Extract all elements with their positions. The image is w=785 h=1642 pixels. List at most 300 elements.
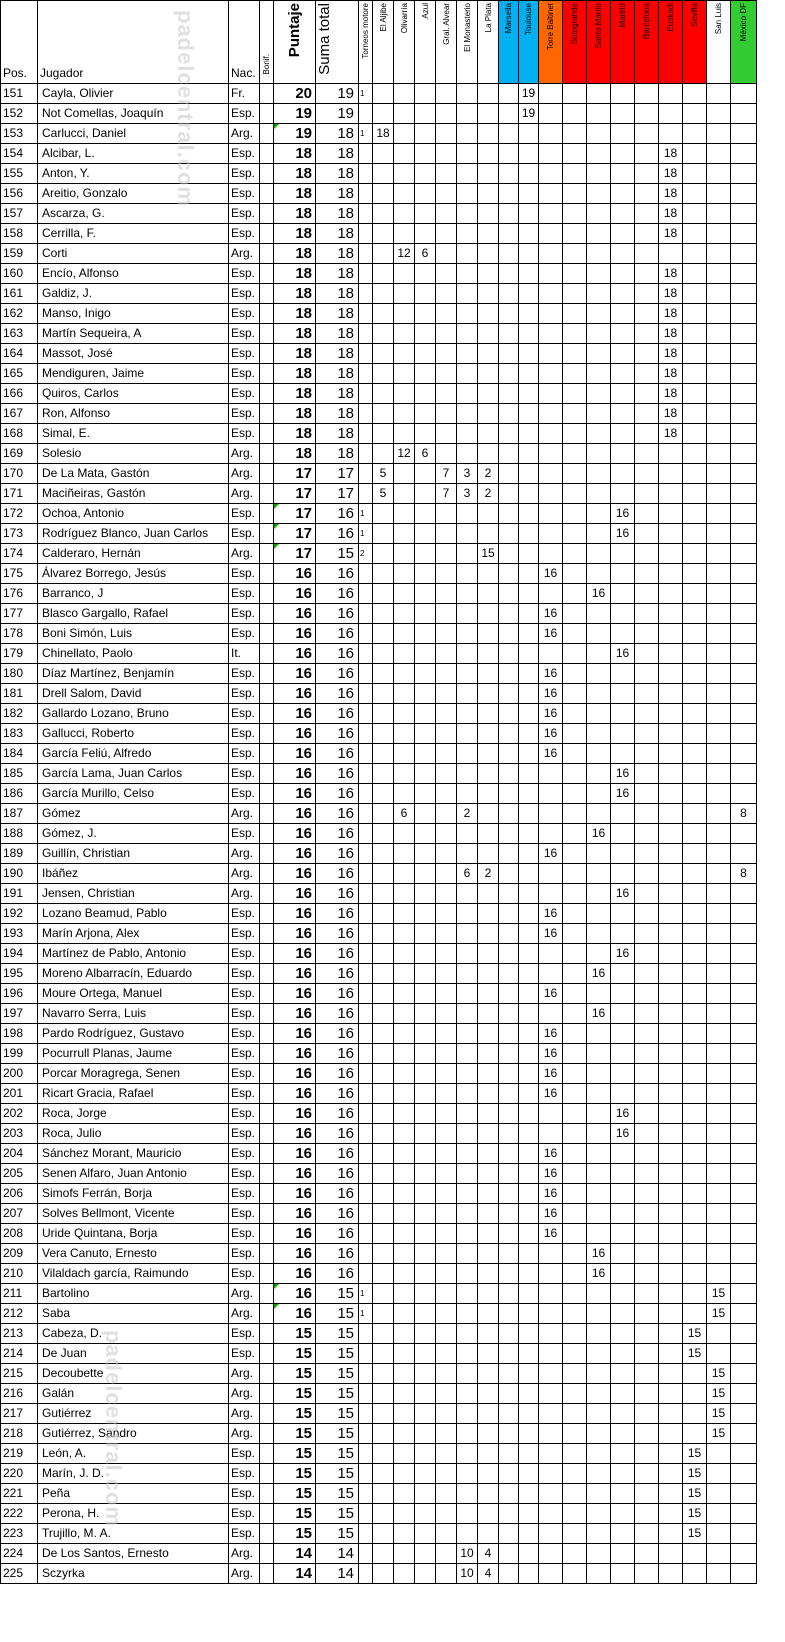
cell-tournament-points: 16	[539, 563, 563, 583]
cell-tournament-points	[478, 563, 499, 583]
cell-puntaje: 17	[274, 463, 316, 483]
cell-tournament-points	[707, 143, 731, 163]
cell-tournament-points	[659, 1003, 683, 1023]
cell-nac: Arg.	[229, 443, 260, 463]
cell-tournament-points	[539, 1263, 563, 1283]
cell-tournament-points	[436, 1003, 457, 1023]
cell-tournament-points	[499, 1223, 519, 1243]
header-tournament: Barcelona	[635, 1, 659, 84]
cell-tournament-points	[563, 1223, 587, 1243]
cell-jugador: Blasco Gargallo, Rafael	[38, 603, 229, 623]
cell-tournament-points	[394, 643, 415, 663]
cell-tournament-points	[611, 483, 635, 503]
cell-tournament-points	[415, 843, 436, 863]
cell-tournament-points	[587, 1343, 611, 1363]
cell-bonif	[260, 363, 274, 383]
cell-tournament-points	[563, 943, 587, 963]
cell-tournament-points	[539, 943, 563, 963]
cell-tournament-points	[683, 163, 707, 183]
cell-nac: Esp.	[229, 1263, 260, 1283]
cell-tournament-points	[587, 1423, 611, 1443]
cell-pos: 151	[1, 83, 38, 103]
cell-tournament-points	[611, 1063, 635, 1083]
cell-suma: 16	[316, 723, 359, 743]
cell-tournament-points	[683, 803, 707, 823]
cell-tournament-points	[707, 1343, 731, 1363]
cell-tournament-points	[683, 223, 707, 243]
cell-tournament-points	[499, 723, 519, 743]
cell-tournament-points	[457, 443, 478, 463]
cell-suma: 16	[316, 783, 359, 803]
cell-torneos	[359, 1203, 373, 1223]
cell-puntaje: 16	[274, 743, 316, 763]
cell-torneos: 1	[359, 1303, 373, 1323]
cell-tournament-points	[478, 523, 499, 543]
cell-tournament-points	[635, 843, 659, 863]
cell-pos: 213	[1, 1323, 38, 1343]
cell-tournament-points	[415, 1503, 436, 1523]
cell-tournament-points	[683, 1263, 707, 1283]
cell-tournament-points	[499, 863, 519, 883]
cell-tournament-points	[478, 123, 499, 143]
cell-pos: 197	[1, 1003, 38, 1023]
cell-tournament-points	[635, 403, 659, 423]
cell-torneos	[359, 963, 373, 983]
cell-tournament-points	[563, 83, 587, 103]
cell-nac: Arg.	[229, 843, 260, 863]
cell-tournament-points	[457, 1143, 478, 1163]
cell-tournament-points: 16	[539, 723, 563, 743]
cell-tournament-points	[563, 423, 587, 443]
cell-bonif	[260, 483, 274, 503]
cell-nac: Esp.	[229, 743, 260, 763]
cell-tournament-points	[436, 943, 457, 963]
cell-tournament-points	[394, 283, 415, 303]
cell-tournament-points	[539, 883, 563, 903]
cell-puntaje: 18	[274, 223, 316, 243]
cell-tournament-points	[478, 603, 499, 623]
cell-tournament-points	[611, 183, 635, 203]
cell-jugador: Cayla, Olivier	[38, 83, 229, 103]
cell-jugador: Simofs Ferrán, Borja	[38, 1183, 229, 1203]
cell-torneos	[359, 623, 373, 643]
header-tournament: Marsella	[499, 1, 519, 84]
header-tournament: Torre Baltinet	[539, 1, 563, 84]
watermark-bottom: padelcentral.com	[101, 1330, 126, 1527]
cell-tournament-points	[707, 1543, 731, 1563]
cell-tournament-points	[635, 1403, 659, 1423]
cell-tournament-points	[635, 503, 659, 523]
cell-pos: 195	[1, 963, 38, 983]
cell-tournament-points	[499, 103, 519, 123]
cell-tournament-points	[499, 343, 519, 363]
cell-tournament-points	[519, 1083, 539, 1103]
cell-tournament-points	[587, 103, 611, 123]
table-row	[1, 1003, 757, 1023]
cell-nac: Esp.	[229, 823, 260, 843]
table-row	[1, 1403, 757, 1423]
table-row	[1, 863, 757, 883]
cell-tournament-points	[373, 443, 394, 463]
cell-puntaje: 16	[274, 963, 316, 983]
cell-jugador: Calderaro, Hernán	[38, 543, 229, 563]
cell-tournament-points	[478, 403, 499, 423]
cell-tournament-points	[519, 903, 539, 923]
cell-tournament-points	[436, 1203, 457, 1223]
cell-bonif	[260, 223, 274, 243]
cell-tournament-points	[563, 1423, 587, 1443]
cell-torneos	[359, 1503, 373, 1523]
cell-tournament-points	[635, 123, 659, 143]
cell-tournament-points	[457, 243, 478, 263]
cell-torneos	[359, 1003, 373, 1023]
cell-tournament-points	[587, 563, 611, 583]
cell-tournament-points	[519, 263, 539, 283]
cell-tournament-points	[683, 283, 707, 303]
cell-tournament-points	[499, 1203, 519, 1223]
cell-tournament-points	[683, 523, 707, 543]
cell-tournament-points	[707, 1263, 731, 1283]
cell-tournament-points	[563, 883, 587, 903]
cell-torneos	[359, 163, 373, 183]
cell-tournament-points	[659, 443, 683, 463]
cell-tournament-points	[587, 143, 611, 163]
cell-tournament-points	[394, 143, 415, 163]
cell-tournament-points	[478, 1023, 499, 1043]
cell-suma: 15	[316, 1443, 359, 1463]
cell-torneos	[359, 923, 373, 943]
cell-tournament-points	[587, 1523, 611, 1543]
cell-tournament-points: 18	[659, 323, 683, 343]
cell-tournament-points	[373, 763, 394, 783]
cell-tournament-points	[436, 323, 457, 343]
cell-tournament-points	[707, 883, 731, 903]
cell-tournament-points	[707, 1243, 731, 1263]
cell-tournament-points	[394, 163, 415, 183]
cell-tournament-points	[373, 663, 394, 683]
cell-tournament-points	[707, 83, 731, 103]
cell-nac: Esp.	[229, 1163, 260, 1183]
cell-tournament-points	[683, 103, 707, 123]
cell-tournament-points	[731, 1183, 757, 1203]
cell-puntaje: 18	[274, 303, 316, 323]
cell-tournament-points	[563, 1143, 587, 1163]
cell-tournament-points	[635, 1523, 659, 1543]
cell-jugador: Gómez	[38, 803, 229, 823]
cell-tournament-points	[683, 563, 707, 583]
cell-tournament-points	[683, 923, 707, 943]
cell-tournament-points	[478, 1283, 499, 1303]
cell-tournament-points	[457, 763, 478, 783]
cell-tournament-points	[659, 1563, 683, 1583]
cell-puntaje: 17	[274, 503, 316, 523]
cell-tournament-points	[635, 1363, 659, 1383]
cell-puntaje: 18	[274, 323, 316, 343]
cell-tournament-points	[436, 1343, 457, 1363]
cell-tournament-points	[707, 903, 731, 923]
cell-tournament-points	[611, 143, 635, 163]
cell-tournament-points	[707, 223, 731, 243]
cell-nac: Esp.	[229, 1223, 260, 1243]
cell-torneos	[359, 423, 373, 443]
cell-tournament-points	[457, 663, 478, 683]
table-row	[1, 883, 757, 903]
cell-tournament-points	[683, 623, 707, 643]
cell-tournament-points	[478, 303, 499, 323]
cell-tournament-points	[478, 663, 499, 683]
cell-tournament-points	[707, 123, 731, 143]
cell-tournament-points	[436, 683, 457, 703]
table-row	[1, 443, 757, 463]
cell-tournament-points	[436, 603, 457, 623]
cell-tournament-points	[707, 283, 731, 303]
cell-tournament-points	[563, 1563, 587, 1583]
cell-nac: Esp.	[229, 723, 260, 743]
cell-tournament-points	[415, 183, 436, 203]
cell-tournament-points	[635, 1163, 659, 1183]
cell-tournament-points	[563, 363, 587, 383]
header-torneos: Torneos motore	[359, 1, 373, 84]
cell-tournament-points	[539, 543, 563, 563]
cell-tournament-points	[394, 1323, 415, 1343]
cell-tournament-points	[394, 943, 415, 963]
cell-tournament-points	[499, 123, 519, 143]
cell-tournament-points	[436, 1083, 457, 1103]
cell-jugador: Alcibar, L.	[38, 143, 229, 163]
cell-puntaje: 15	[274, 1523, 316, 1543]
cell-jugador: Díaz Martínez, Benjamín	[38, 663, 229, 683]
cell-pos: 162	[1, 303, 38, 323]
table-row	[1, 1223, 757, 1243]
cell-tournament-points	[659, 483, 683, 503]
cell-tournament-points	[499, 1243, 519, 1263]
cell-torneos	[359, 1043, 373, 1063]
cell-pos: 198	[1, 1023, 38, 1043]
cell-tournament-points	[731, 203, 757, 223]
cell-tournament-points	[683, 1403, 707, 1423]
cell-tournament-points	[587, 903, 611, 923]
cell-tournament-points	[707, 423, 731, 443]
cell-tournament-points	[539, 803, 563, 823]
cell-suma: 15	[316, 1483, 359, 1503]
cell-torneos	[359, 743, 373, 763]
cell-tournament-points	[436, 1123, 457, 1143]
cell-tournament-points	[436, 403, 457, 423]
cell-tournament-points	[587, 1023, 611, 1043]
cell-tournament-points: 10	[457, 1563, 478, 1583]
cell-nac: Arg.	[229, 1563, 260, 1583]
cell-tournament-points	[587, 1123, 611, 1143]
cell-puntaje: 16	[274, 1283, 316, 1303]
cell-bonif	[260, 163, 274, 183]
cell-tournament-points	[563, 1063, 587, 1083]
cell-tournament-points: 7	[436, 463, 457, 483]
cell-puntaje: 14	[274, 1543, 316, 1563]
cell-tournament-points	[457, 983, 478, 1003]
cell-tournament-points	[499, 1363, 519, 1383]
cell-tournament-points	[519, 1523, 539, 1543]
cell-tournament-points	[683, 763, 707, 783]
cell-tournament-points	[394, 743, 415, 763]
table-row	[1, 183, 757, 203]
table-row	[1, 1363, 757, 1383]
cell-tournament-points	[499, 703, 519, 723]
cell-tournament-points	[415, 143, 436, 163]
cell-tournament-points	[415, 863, 436, 883]
cell-tournament-points	[373, 263, 394, 283]
cell-tournament-points	[539, 1423, 563, 1443]
cell-suma: 14	[316, 1543, 359, 1563]
cell-tournament-points	[373, 623, 394, 643]
cell-jugador: Galán	[38, 1383, 229, 1403]
cell-tournament-points	[478, 703, 499, 723]
cell-tournament-points	[635, 1283, 659, 1303]
cell-jugador: Roca, Jorge	[38, 1103, 229, 1123]
cell-tournament-points	[415, 563, 436, 583]
cell-bonif	[260, 143, 274, 163]
cell-tournament-points: 16	[587, 1263, 611, 1283]
cell-tournament-points	[394, 183, 415, 203]
cell-pos: 218	[1, 1423, 38, 1443]
cell-tournament-points	[563, 523, 587, 543]
cell-tournament-points	[707, 563, 731, 583]
cell-bonif	[260, 803, 274, 823]
cell-tournament-points	[436, 763, 457, 783]
cell-tournament-points	[436, 283, 457, 303]
cell-pos: 182	[1, 703, 38, 723]
cell-puntaje: 16	[274, 843, 316, 863]
cell-tournament-points	[415, 1003, 436, 1023]
cell-tournament-points	[519, 1223, 539, 1243]
cell-tournament-points	[519, 183, 539, 203]
cell-tournament-points	[436, 923, 457, 943]
cell-suma: 16	[316, 583, 359, 603]
cell-puntaje: 18	[274, 343, 316, 363]
cell-bonif	[260, 123, 274, 143]
table-row	[1, 1523, 757, 1543]
cell-tournament-points	[635, 143, 659, 163]
cell-tournament-points: 16	[539, 1163, 563, 1183]
table-row	[1, 683, 757, 703]
cell-tournament-points	[394, 1303, 415, 1323]
cell-tournament-points	[436, 1143, 457, 1163]
cell-puntaje: 15	[274, 1443, 316, 1463]
cell-tournament-points	[394, 1043, 415, 1063]
cell-tournament-points	[457, 903, 478, 923]
cell-tournament-points	[683, 1363, 707, 1383]
cell-tournament-points	[563, 923, 587, 943]
cell-tournament-points	[635, 663, 659, 683]
cell-tournament-points	[587, 403, 611, 423]
cell-bonif	[260, 703, 274, 723]
cell-tournament-points	[587, 1463, 611, 1483]
cell-tournament-points	[683, 1563, 707, 1583]
cell-tournament-points	[707, 1463, 731, 1483]
cell-tournament-points	[499, 203, 519, 223]
cell-tournament-points	[457, 1263, 478, 1283]
cell-tournament-points	[611, 1423, 635, 1443]
cell-pos: 217	[1, 1403, 38, 1423]
cell-tournament-points	[394, 483, 415, 503]
cell-suma: 18	[316, 183, 359, 203]
table-row	[1, 1263, 757, 1283]
cell-tournament-points	[519, 823, 539, 843]
cell-tournament-points	[611, 343, 635, 363]
cell-tournament-points	[394, 1103, 415, 1123]
cell-tournament-points	[394, 1443, 415, 1463]
cell-tournament-points: 18	[659, 383, 683, 403]
cell-bonif	[260, 943, 274, 963]
cell-tournament-points	[611, 743, 635, 763]
cell-tournament-points	[499, 483, 519, 503]
cell-jugador: Solesio	[38, 443, 229, 463]
cell-suma: 16	[316, 643, 359, 663]
cell-puntaje: 15	[274, 1323, 316, 1343]
cell-torneos	[359, 563, 373, 583]
cell-tournament-points	[563, 723, 587, 743]
cell-tournament-points	[707, 1523, 731, 1543]
header-tournament: El Aljibe	[373, 1, 394, 84]
cell-tournament-points	[635, 483, 659, 503]
cell-tournament-points	[394, 423, 415, 443]
cell-nac: Esp.	[229, 1243, 260, 1263]
table-row	[1, 643, 757, 663]
cell-tournament-points	[587, 1563, 611, 1583]
cell-tournament-points	[611, 703, 635, 723]
cell-tournament-points	[731, 823, 757, 843]
cell-suma: 16	[316, 1243, 359, 1263]
cell-suma: 16	[316, 703, 359, 723]
cell-tournament-points	[731, 1403, 757, 1423]
cell-torneos	[359, 723, 373, 743]
cell-puntaje: 16	[274, 1143, 316, 1163]
cell-tournament-points	[635, 1563, 659, 1583]
cell-torneos	[359, 443, 373, 463]
cell-tournament-points	[563, 203, 587, 223]
cell-tournament-points: 15	[707, 1283, 731, 1303]
cell-jugador: Decoubette	[38, 1363, 229, 1383]
cell-tournament-points	[373, 1543, 394, 1563]
cell-tournament-points	[394, 1183, 415, 1203]
cell-bonif	[260, 1403, 274, 1423]
cell-tournament-points	[394, 103, 415, 123]
cell-tournament-points	[635, 423, 659, 443]
cell-tournament-points	[457, 363, 478, 383]
cell-tournament-points	[659, 783, 683, 803]
cell-bonif	[260, 323, 274, 343]
cell-tournament-points	[635, 1203, 659, 1223]
cell-tournament-points	[415, 1263, 436, 1283]
cell-tournament-points	[457, 523, 478, 543]
cell-suma: 16	[316, 523, 359, 543]
cell-torneos	[359, 583, 373, 603]
cell-bonif	[260, 983, 274, 1003]
cell-tournament-points: 18	[659, 163, 683, 183]
cell-tournament-points	[394, 1223, 415, 1243]
cell-tournament-points	[539, 1243, 563, 1263]
cell-tournament-points	[587, 1043, 611, 1063]
cell-torneos	[359, 843, 373, 863]
cell-tournament-points	[457, 1283, 478, 1303]
cell-tournament-points	[394, 363, 415, 383]
header-tournament: Olivarría	[394, 1, 415, 84]
table-row	[1, 483, 757, 503]
cell-tournament-points	[394, 563, 415, 583]
cell-suma: 16	[316, 563, 359, 583]
cell-tournament-points	[373, 1483, 394, 1503]
cell-pos: 201	[1, 1083, 38, 1103]
cell-tournament-points	[499, 783, 519, 803]
